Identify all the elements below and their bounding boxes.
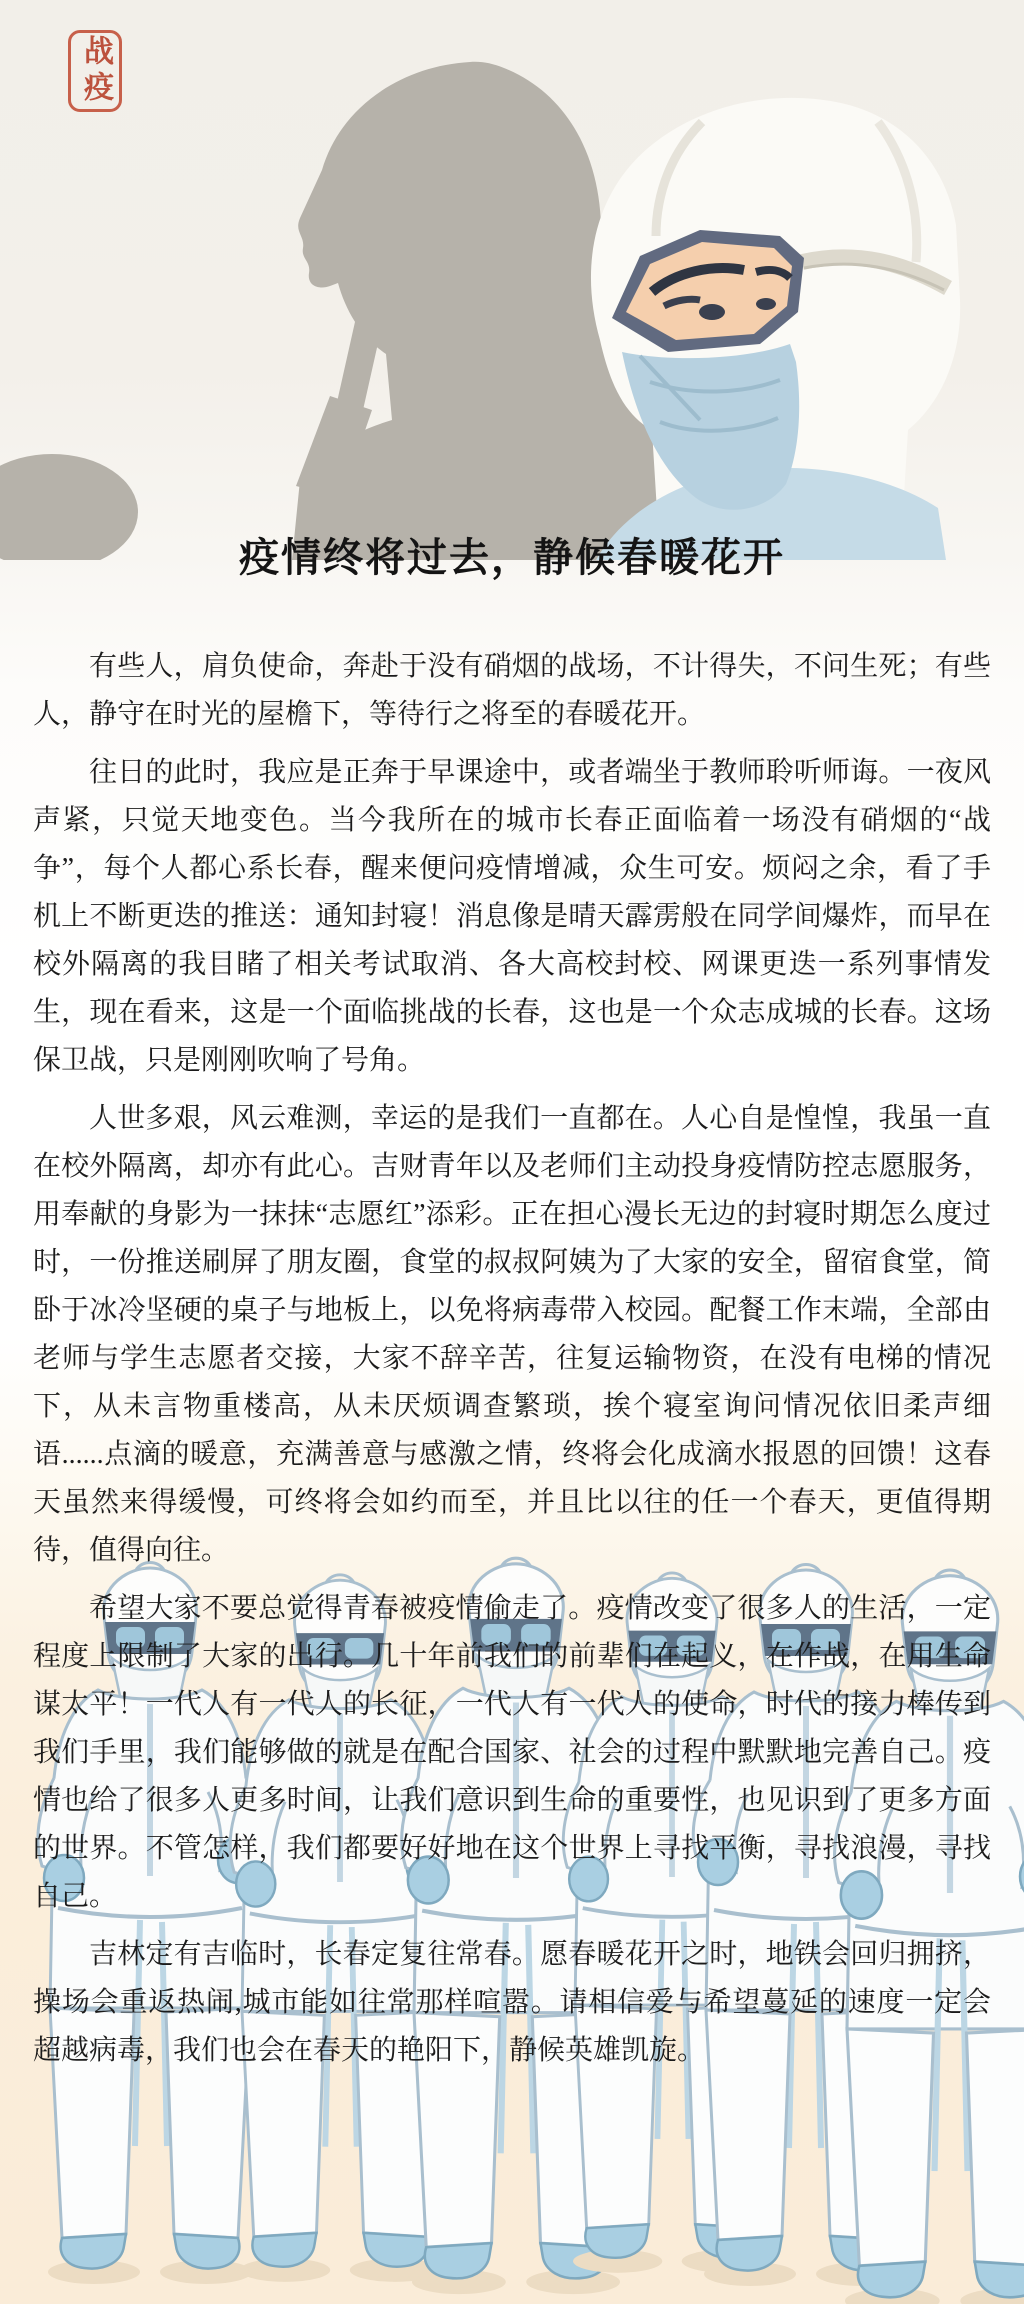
article-paragraph: 希望大家不要总觉得青春被疫情偷走了。疫情改变了很多人的生活，一定程度上限制了大家的出行。几十年前我们的前辈们在起义，在作战，在用生命谋太平！一代人有一代人的长征，一代人有一代人的使命，时代的接力棒传到我们手里，我们能够做的就是在配合国家、社会的过程中默默地完善自己。疫情也给了很多人更多时间，让我们意识到生命的重要性，也见识到了更多方面的世界。不管怎样，我们都要好好地在这个世界上寻找平衡，寻找浪漫，寻找自己。 (33, 1593, 991, 1912)
seal-text: 战疫 (79, 35, 112, 107)
article-title: 疫情终将过去，静候春暖花开 (239, 535, 785, 580)
article-paragraph: 有些人，肩负使命，奔赴于没有硝烟的战场，不计得失，不问生死；有些人，静守在时光的屋檐下，等待行之将至的春暖花开。 (33, 651, 991, 730)
article-paragraph: 人世多艰，风云难测，幸运的是我们一直都在。人心自是惶惶，我虽一直在校外隔离，却亦有此心。吉财青年以及老师们主动投身疫情防控志愿服务，用奉献的身影为一抹抹“志愿红”添彩。正在担心漫长无边的封寝时期怎么度过时，一份推送刷屏了朋友圈，食堂的叔叔阿姨为了大家的安全，留宿食堂，简卧于冰冷坚硬的桌子与地板上，以免将病毒带入校园。配餐工作末端，全部由老师与学生志愿者交接，大家不辞辛苦，往复运输物资，在没有电梯的情况下，从未言物重楼高，从未厌烦调查繁琐，挨个寝室询问情况依旧柔声细语......点滴的暖意，充满善意与感激之情，终将会化成滴水报恩的回馈！这春天虽然来得缓慢，可终将会如约而至，并且比以往的任一个春天，更值得期待，值得向往。 (33, 1103, 991, 1566)
article-paragraph: 吉林定有吉临时，长春定复往常春。愿春暖花开之时，地铁会回归拥挤，操场会重返热闹,城市能如往常那样喧嚣。请相信爱与希望蔓延的速度一定会超越病毒，我们也会在春天的艳阳下，静候英雄凯旋。 (33, 1939, 991, 2066)
article-paragraph: 往日的此时，我应是正奔于早课途中，或者端坐于教师聆听师诲。一夜风声紧，只觉天地变色。当今我所在的城市长春正面临着一场没有硝烟的“战争”，每个人都心系长春，醒来便问疫情增减，众生可安。烦闷之余，看了手机上不断更迭的推送：通知封寝！消息像是晴天霹雳般在同学间爆炸，而早在校外隔离的我目睹了相关考试取消、各大高校封校、网课更迭一系列事情发生，现在看来，这是一个面临挑战的长春，这也是一个众志成城的长春。这场保卫战，只是刚刚吹响了号角。 (33, 757, 991, 1076)
zhanyi-seal (68, 30, 122, 112)
